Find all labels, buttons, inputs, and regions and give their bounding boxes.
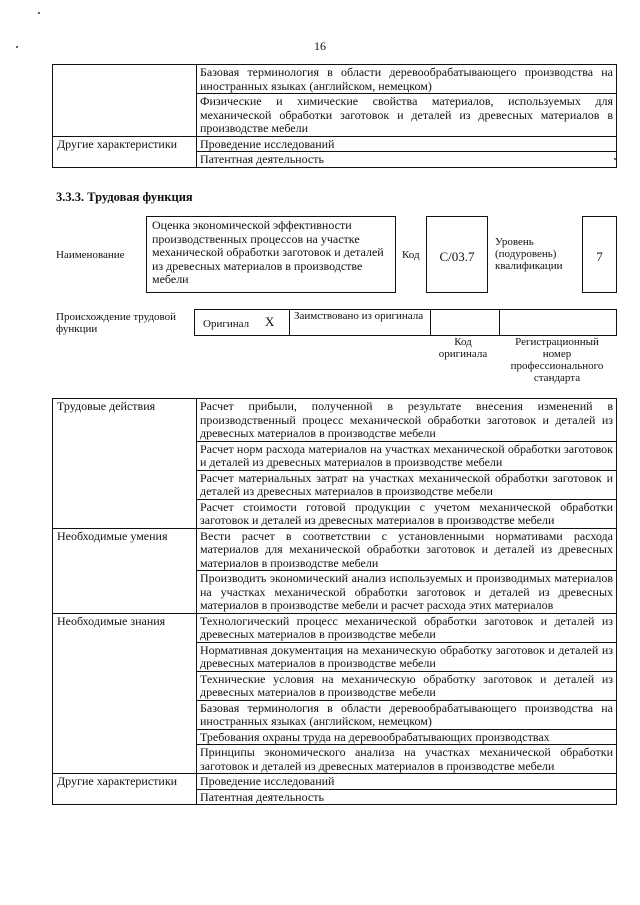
table-cell: Проведение исследований xyxy=(197,136,617,152)
row-label xyxy=(53,65,197,137)
group-label: Необходимые знания xyxy=(53,613,197,774)
table-row xyxy=(53,613,617,642)
page-number: 16 xyxy=(314,39,326,53)
code-original-label: Код оригинала xyxy=(438,336,488,360)
top-table xyxy=(52,64,617,168)
code-box xyxy=(426,216,488,293)
borrowed-label: Заимствовано из оригинала xyxy=(294,310,424,322)
table-cell: Базовая терминология в области деревообрабатывающего производства на иностранных языках (английском, немецком) xyxy=(197,65,617,94)
table-row xyxy=(53,399,617,442)
table-cell: Расчет норм расхода материалов на участках механической обработки заготовок и деталей из древесных материалов в производстве мебели xyxy=(197,441,617,470)
table-cell: Расчет прибыли, полученной в результате внесения изменений в производственный процесс механической обработки заготовок и деталей из древесных материалов в производстве мебели xyxy=(197,399,617,442)
level-box xyxy=(582,216,617,293)
table-row xyxy=(53,136,617,152)
borrowed-cell xyxy=(289,309,431,336)
origin-row xyxy=(194,309,617,336)
original-label: Оригинал xyxy=(203,318,250,330)
table-cell: Вести расчет в соответствии с установленными нормативами расхода материалов для механической обработки заготовок и деталей из древесных материалов в производстве мебели xyxy=(197,528,617,571)
table-cell: Патентная деятельность xyxy=(197,789,617,805)
table-row xyxy=(53,528,617,571)
name-label: Наименование xyxy=(56,249,125,261)
reg-number-cell xyxy=(499,309,617,336)
level-value: 7 xyxy=(596,249,603,264)
table-cell: Принципы экономического анализа на участках механической обработки заготовок и деталей из древесных материалов в производстве мебели xyxy=(197,745,617,774)
table-cell: Базовая терминология в области деревообрабатывающего производства на иностранных языках (английском, немецком) xyxy=(197,700,617,729)
original-cell xyxy=(194,309,290,336)
group-label: Другие характеристики xyxy=(53,774,197,805)
reg-number-label: Регистрационный номер профессионального стандарта xyxy=(510,336,604,384)
original-mark: X xyxy=(265,314,275,329)
table-cell: Технологический процесс механической обработки заготовок и деталей из древесных материалов в производстве мебели xyxy=(197,613,617,642)
table-row xyxy=(53,65,617,94)
table-cell: Производить экономический анализ используемых и производимых материалов на участках механической обработки заготовок и деталей из древесных материалов в производстве мебели и расчет расхода этих материалов xyxy=(197,571,617,614)
table-cell: Расчет стоимости готовой продукции с учетом механической обработки заготовок и деталей из древесных материалов в производстве мебели xyxy=(197,499,617,528)
table-cell: Патентная деятельность xyxy=(197,152,617,168)
table-cell: Физические и химические свойства материалов, используемых для механической обработки заготовок и деталей из древесных материалов в производстве мебели xyxy=(197,94,617,137)
section-title: 3.3.3. Трудовая функция xyxy=(56,190,193,204)
function-name-box: Оценка экономической эффективности производственных процессов на участке механической обработки заготовок и деталей из древесных материалов в производстве мебели xyxy=(146,216,396,293)
scan-speck xyxy=(38,12,40,14)
table-cell: Требования охраны труда на деревообрабатывающих производствах xyxy=(197,729,617,745)
table-cell: Расчет материальных затрат на участках механической обработки заготовок и деталей из древесных материалов в производстве мебели xyxy=(197,470,617,499)
code-original-cell xyxy=(430,309,500,336)
table-cell: Проведение исследований xyxy=(197,774,617,790)
code-label: Код xyxy=(402,249,420,261)
level-label: Уровень (подуровень) квалификации xyxy=(495,236,563,272)
table-cell: Технические условия на механическую обработку заготовок и деталей из древесных материалов в производстве мебели xyxy=(197,671,617,700)
code-value: С/03.7 xyxy=(439,249,475,264)
table-row xyxy=(53,774,617,790)
group-label: Необходимые умения xyxy=(53,528,197,613)
origin-label: Происхождение трудовой функции xyxy=(56,311,177,335)
group-label: Трудовые действия xyxy=(53,399,197,529)
main-table xyxy=(52,398,617,805)
table-cell: Нормативная документация на механическую обработку заготовок и деталей из древесных материалов в производстве мебели xyxy=(197,642,617,671)
row-label: Другие характеристики xyxy=(53,136,197,167)
